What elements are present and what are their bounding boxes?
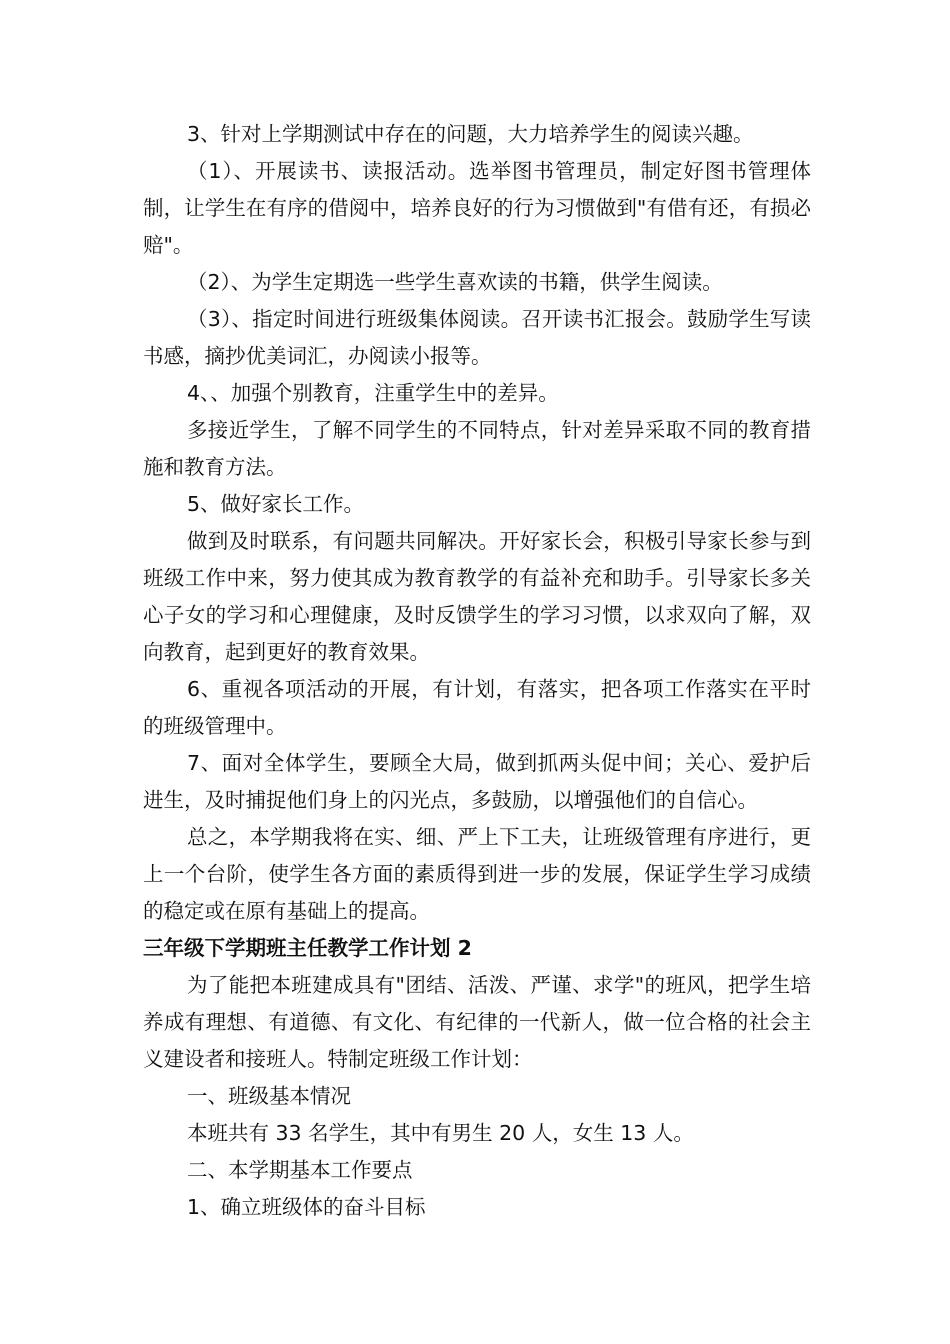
section-heading: 三年级下学期班主任教学工作计划 2 bbox=[143, 936, 472, 960]
paragraph-subitem-1-library: （1）、开展读书、读报活动。选举图书管理员，制定好图书管理体制，让学生在有序的借阅中，培养良好的行为习惯做到"有借有还，有损必赔"。 bbox=[143, 159, 811, 257]
paragraph-intro: 为了能把本班建成具有"团结、活泼、严谨、求学"的班风，把学生培养成有理想、有道德、有文化、有纪律的一代新人，做一位合格的社会主义建设者和接班人。特制定班级工作计划： bbox=[143, 973, 811, 1071]
paragraph-item-3-reading: 3、针对上学期测试中存在的问题，大力培养学生的阅读兴趣。 bbox=[187, 122, 754, 146]
paragraph-parents-detail: 做到及时联系，有问题共同解决。开好家长会，积极引导家长参与到班级工作中来，努力使其成为教育教学的有益补充和助手。引导家长多关心子女的学习和心理健康，及时反馈学生的学习习惯，以求双向了解，双向教育，起到更好的教育效果。 bbox=[143, 529, 811, 664]
paragraph-individual-detail: 多接近学生，了解不同学生的不同特点，针对差异采取不同的教育措施和教育方法。 bbox=[143, 418, 811, 479]
paragraph-subitem-2-books: （2）、为学生定期选一些学生喜欢读的书籍，供学生阅读。 bbox=[187, 270, 723, 294]
document-body bbox=[143, 116, 811, 1226]
paragraph-goal-item-1: 1、确立班级体的奋斗目标 bbox=[187, 1195, 426, 1219]
paragraph-class-info: 本班共有 33 名学生，其中有男生 20 人，女生 13 人。 bbox=[187, 1121, 694, 1145]
paragraph-section-1-title: 一、班级基本情况 bbox=[187, 1084, 351, 1108]
paragraph-item-6-activities: 6、重视各项活动的开展，有计划，有落实，把各项工作落实在平时的班级管理中。 bbox=[143, 677, 811, 738]
paragraph-summary: 总之，本学期我将在实、细、严上下工夫，让班级管理有序进行，更上一个台阶，使学生各方面的素质得到进一步的发展，保证学生学习成绩的稳定或在原有基础上的提高。 bbox=[143, 825, 811, 923]
paragraph-item-5-parents: 5、做好家长工作。 bbox=[187, 492, 365, 516]
paragraph-item-4-individual: 4、、加强个别教育，注重学生中的差异。 bbox=[187, 381, 559, 405]
paragraph-section-2-title: 二、本学期基本工作要点 bbox=[187, 1158, 413, 1182]
paragraph-item-7-all-students: 7、面对全体学生，要顾全大局，做到抓两头促中间；关心、爱护后进生，及时捕捉他们身上的闪光点，多鼓励，以增强他们的自信心。 bbox=[143, 751, 811, 812]
paragraph-subitem-3-group-reading: （3）、指定时间进行班级集体阅读。召开读书汇报会。鼓励学生写读书感，摘抄优美词汇，办阅读小报等。 bbox=[143, 307, 811, 368]
